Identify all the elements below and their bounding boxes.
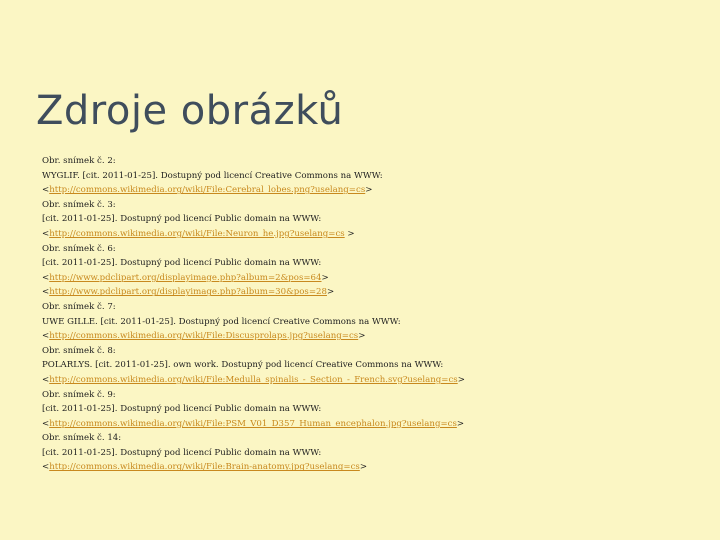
source-text-line: [cit. 2011-01-25]. Dostupný pod licencí Public domain na WWW: <box>42 258 322 269</box>
source-link-line <box>42 271 702 286</box>
source-url-link[interactable]: http://commons.wikimedia.org/wiki/File:Discusprolaps.jpg?uselang=cs <box>49 331 359 342</box>
source-text-line: Obr. snímek č. 7: <box>42 301 116 312</box>
source-text-line: [cit. 2011-01-25]. Dostupný pod licencí Public domain na WWW: <box>42 447 322 458</box>
source-link-line <box>42 417 702 432</box>
bracket-close: > <box>344 228 355 239</box>
bracket-open: < <box>42 374 50 385</box>
bracket-open: < <box>42 418 50 429</box>
source-link-line <box>42 329 702 344</box>
bracket-close: > <box>359 462 368 473</box>
source-url-link[interactable]: http://commons.wikimedia.org/wiki/File:Neuron_he.jpg?uselang=cs <box>49 228 345 239</box>
source-text-line: Obr. snímek č. 2: <box>42 156 116 166</box>
source-text-line: [cit. 2011-01-25]. Dostupný pod licencí Public domain na WWW: <box>42 214 322 225</box>
bracket-open: < <box>42 228 50 239</box>
source-url-link[interactable]: http://www.pdclipart.org/displayimage.php?album=2&pos=64 <box>49 272 322 283</box>
source-url-link[interactable]: http://commons.wikimedia.org/wiki/File:Brain-anatomy.jpg?uselang=cs <box>49 462 360 473</box>
bracket-close: > <box>457 374 465 385</box>
source-url-link[interactable]: http://www.pdclipart.org/displayimage.php?album=30&pos=28 <box>49 287 327 298</box>
bracket-open: < <box>42 185 50 196</box>
source-text-line: Obr. snímek č. 6: <box>42 243 116 254</box>
bracket-close: > <box>321 272 329 283</box>
bracket-close: > <box>326 287 335 298</box>
source-url-link[interactable]: http://commons.wikimedia.org/wiki/File:PSM_V01_D357_Human_encephalon.jpg?uselang=cs <box>49 418 457 429</box>
source-link-line <box>42 460 702 475</box>
bracket-open: < <box>42 287 50 298</box>
bracket-open: < <box>42 331 50 342</box>
source-link-line <box>42 373 702 388</box>
bracket-open: < <box>42 272 50 283</box>
source-text-line: [cit. 2011-01-25]. Dostupný pod licencí Public domain na WWW: <box>42 404 322 415</box>
source-text-line: Obr. snímek č. 9: <box>42 389 116 400</box>
source-text-line: Obr. snímek č. 8: <box>42 345 116 356</box>
source-link-line <box>42 183 702 198</box>
source-text-line: Obr. snímek č. 3: <box>42 199 116 210</box>
source-text-line: Obr. snímek č. 14: <box>42 433 122 444</box>
bracket-close: > <box>365 185 373 196</box>
source-text-line: WYGLIF. [cit. 2011-01-25]. Dostupný pod licencí Creative Commons na WWW: <box>42 170 383 181</box>
bracket-close: > <box>456 418 465 429</box>
sources-list <box>42 154 702 475</box>
bracket-close: > <box>358 331 366 342</box>
source-url-link[interactable]: http://commons.wikimedia.org/wiki/File:Cerebral_lobes.png?uselang=cs <box>49 185 366 196</box>
slide-title: Zdroje obrázků <box>36 88 344 134</box>
source-link-line <box>42 285 702 300</box>
source-text-line: UWE GILLE. [cit. 2011-01-25]. Dostupný pod licencí Creative Commons na WWW: <box>42 316 401 327</box>
bracket-open: < <box>42 462 50 473</box>
source-text-line: POLARLYS. [cit. 2011-01-25]. own work. Dostupný pod licencí Creative Commons na WWW: <box>42 360 444 371</box>
source-link-line <box>42 227 702 242</box>
source-url-link[interactable]: http://commons.wikimedia.org/wiki/File:Medulla_spinalis_-_Section_-_French.svg?uselang=cs <box>49 374 458 385</box>
